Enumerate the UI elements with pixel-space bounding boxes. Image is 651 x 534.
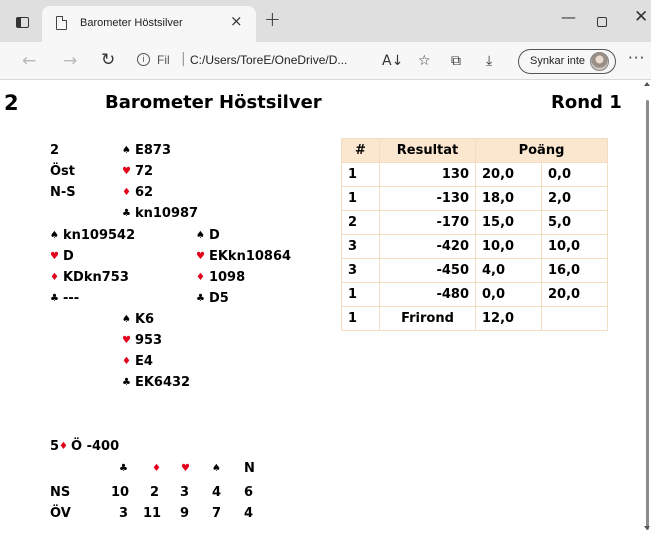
info-icon[interactable]: i	[137, 53, 150, 66]
notrump-column-header: N	[244, 461, 255, 476]
row-number: 1	[342, 307, 380, 331]
north-clubs: ♣ kn10987	[122, 206, 199, 221]
results-row	[342, 307, 608, 331]
row-points-ew: 0,0	[542, 163, 608, 187]
heart-icon: ♥	[122, 335, 131, 346]
close-window-button[interactable]: ✕	[634, 7, 649, 27]
east-hearts: ♥ EKkn10864	[196, 249, 292, 264]
active-tab[interactable]	[42, 6, 256, 42]
west-spades: ♠ kn109542	[50, 228, 136, 243]
row-points-ew: 2,0	[542, 187, 608, 211]
forward-button[interactable]: →	[63, 51, 78, 71]
row-result: -450	[380, 259, 476, 283]
row-number: 2	[342, 211, 380, 235]
west-clubs: ♣ ---	[50, 291, 80, 306]
diamond-icon: ♦	[152, 463, 161, 474]
spades-column-header	[212, 461, 225, 476]
diamonds-column-header	[152, 461, 165, 476]
east-diamonds: ♦ 1098	[196, 270, 246, 285]
row-result: -130	[380, 187, 476, 211]
north-diamonds: ♦ 62	[122, 185, 154, 200]
row-points-ns: 0,0	[476, 283, 542, 307]
tricks-row-label-ns: NS	[50, 485, 71, 500]
deal-board-number: 2	[50, 143, 60, 158]
contract: 5♦ Ö -400	[50, 439, 120, 454]
results-row	[342, 187, 608, 211]
club-icon: ♣	[196, 293, 205, 304]
spade-icon: ♠	[122, 314, 131, 325]
tricks-row-label-ov: ÖV	[50, 506, 71, 521]
heart-icon: ♥	[181, 463, 190, 474]
west-hearts: ♥ D	[50, 249, 74, 264]
url-separator: |	[181, 51, 186, 67]
deal-dealer: Öst	[50, 164, 76, 179]
east-clubs: ♣ D5	[196, 291, 229, 306]
row-points-ew: 5,0	[542, 211, 608, 235]
tricks-cell: 4	[244, 506, 254, 521]
row-result: -480	[380, 283, 476, 307]
url-text[interactable]: C:/Users/ToreE/OneDrive/D...	[190, 53, 348, 67]
tricks-cell: 4	[212, 485, 222, 500]
south-clubs: ♣ EK6432	[122, 375, 191, 390]
row-points-ew: 10,0	[542, 235, 608, 259]
spade-icon: ♠	[50, 230, 59, 241]
spade-icon: ♠	[212, 463, 221, 474]
tricks-cell: 7	[212, 506, 222, 521]
row-points-ew: 16,0	[542, 259, 608, 283]
col-header-number: #	[342, 139, 380, 163]
south-hearts: ♥ 953	[122, 333, 163, 348]
collections-icon[interactable]: ⧉	[451, 53, 461, 69]
scroll-up-arrow[interactable]	[644, 82, 650, 86]
url-field[interactable]	[133, 47, 371, 74]
sync-profile-button[interactable]	[518, 49, 616, 74]
west-diamonds: ♦ KDkn753	[50, 270, 129, 285]
spade-icon: ♠	[196, 230, 205, 241]
row-points-ns: 10,0	[476, 235, 542, 259]
back-button[interactable]: ←	[22, 51, 37, 71]
diamond-icon: ♦	[122, 356, 131, 367]
tab-close-icon[interactable]: ×	[230, 12, 243, 30]
heart-icon: ♥	[196, 251, 205, 262]
row-result: 130	[380, 163, 476, 187]
row-points-ns: 15,0	[476, 211, 542, 235]
results-row	[342, 259, 608, 283]
diamond-icon: ♦	[59, 441, 69, 452]
scroll-down-arrow[interactable]	[644, 526, 650, 530]
tricks-cell: 6	[244, 485, 254, 500]
row-points-ew: 20,0	[542, 283, 608, 307]
more-icon[interactable]: ···	[628, 49, 646, 67]
results-row	[342, 283, 608, 307]
tab-actions-icon[interactable]	[16, 17, 29, 28]
row-points-ns: 4,0	[476, 259, 542, 283]
heart-icon: ♥	[122, 166, 131, 177]
downloads-icon[interactable]: ⤓	[486, 53, 493, 69]
new-tab-button[interactable]: +	[264, 7, 281, 31]
row-points-ns: 12,0	[476, 307, 542, 331]
tricks-cell: 2	[150, 485, 160, 500]
row-points-ns: 18,0	[476, 187, 542, 211]
results-row	[342, 235, 608, 259]
row-number: 3	[342, 259, 380, 283]
page-icon	[56, 16, 67, 30]
row-result: Frirond	[380, 307, 476, 331]
maximize-button[interactable]	[597, 17, 607, 27]
clubs-column-header	[119, 461, 132, 476]
read-aloud-icon[interactable]: A↓	[382, 53, 404, 69]
east-spades: ♠ D	[196, 228, 220, 243]
address-bar	[0, 42, 651, 80]
row-number: 1	[342, 187, 380, 211]
row-points-ew	[542, 307, 608, 331]
round-label: Rond 1	[551, 92, 622, 113]
browser-tab-bar	[0, 0, 651, 42]
results-row	[342, 163, 608, 187]
diamond-icon: ♦	[122, 187, 131, 198]
south-diamonds: ♦ E4	[122, 354, 153, 369]
tricks-cell: 9	[180, 506, 190, 521]
club-icon: ♣	[50, 293, 59, 304]
results-header-row	[342, 139, 608, 163]
diamond-icon: ♦	[50, 272, 59, 283]
results-table	[341, 138, 608, 331]
row-result: -170	[380, 211, 476, 235]
board-number: 2	[4, 91, 19, 115]
club-icon: ♣	[122, 377, 131, 388]
row-number: 1	[342, 283, 380, 307]
profile-avatar	[590, 52, 609, 71]
tricks-cell: 11	[143, 506, 162, 521]
deal-vulnerability: N-S	[50, 185, 76, 200]
page-title: Barometer Höstsilver	[105, 92, 322, 113]
heart-icon: ♥	[50, 251, 59, 262]
favorites-icon[interactable]: ☆	[418, 53, 431, 69]
north-spades: ♠ E873	[122, 143, 171, 158]
sync-label: Synkar inte	[530, 55, 586, 67]
col-header-points: Poäng	[476, 139, 608, 163]
reload-button[interactable]: ↻	[101, 50, 116, 70]
row-result: -420	[380, 235, 476, 259]
tricks-cell: 10	[111, 485, 130, 500]
club-icon: ♣	[122, 208, 131, 219]
tricks-cell: 3	[119, 506, 129, 521]
row-number: 1	[342, 163, 380, 187]
results-row	[342, 211, 608, 235]
tricks-cell: 3	[180, 485, 190, 500]
row-points-ns: 20,0	[476, 163, 542, 187]
south-spades: ♠ K6	[122, 312, 155, 327]
club-icon: ♣	[119, 463, 128, 474]
page-content	[0, 80, 642, 534]
north-hearts: ♥ 72	[122, 164, 154, 179]
url-scheme-label: Fil	[157, 53, 170, 67]
scrollbar-thumb[interactable]	[646, 100, 649, 530]
minimize-button[interactable]: —	[561, 8, 576, 26]
col-header-result: Resultat	[380, 139, 476, 163]
hearts-column-header	[181, 461, 194, 476]
diamond-icon: ♦	[196, 272, 205, 283]
tab-title: Barometer Höstsilver	[80, 17, 183, 29]
row-number: 3	[342, 235, 380, 259]
spade-icon: ♠	[122, 145, 131, 156]
